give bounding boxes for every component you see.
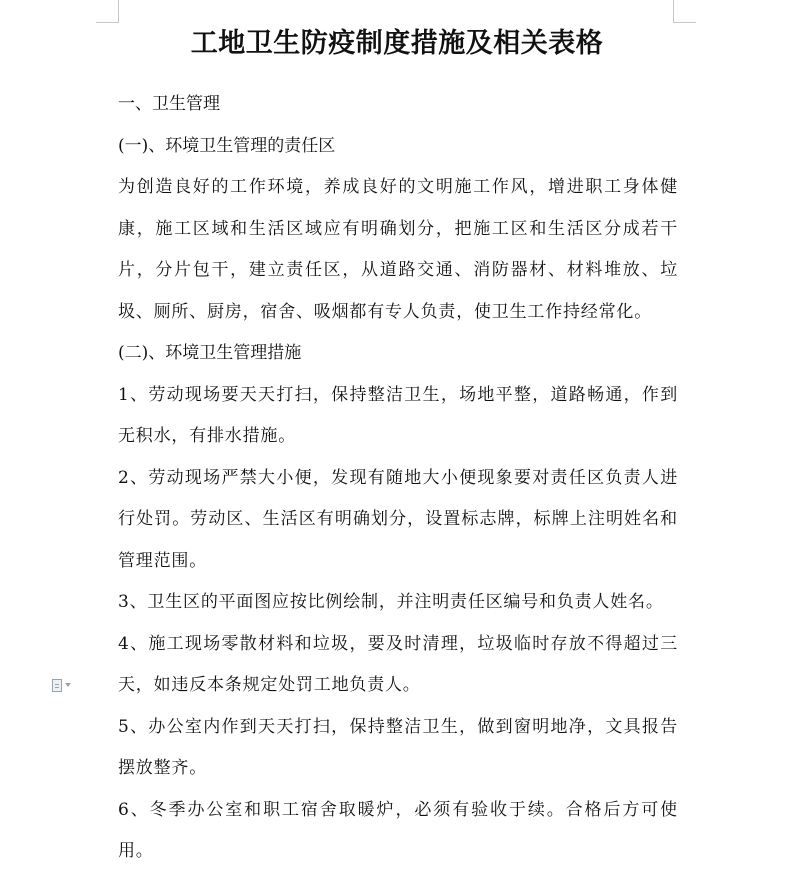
- list-item-6: 6、冬季办公室和职工宿舍取暖炉，必须有验收于续。合格后方可使用。: [118, 799, 678, 861]
- list-item-2: 2、劳动现场严禁大小便，发现有随地大小便现象要对责任区负责人进行处罚。劳动区、生活区有明确划分，设置标志牌，标牌上注明姓名和管理范围。: [118, 467, 678, 571]
- crop-mark-top-left: [96, 0, 119, 23]
- subsection-heading-2: (二)、环境卫生管理措施: [118, 343, 302, 363]
- subsection-heading-1: (一)、环境卫生管理的责任区: [118, 135, 336, 156]
- crop-mark-top-right: [673, 0, 696, 23]
- paragraph-options-icon[interactable]: [52, 677, 80, 693]
- list-item-5: 5、办公室内作到天天打扫，保持整洁卫生，做到窗明地净，文具报告摆放整齐。: [118, 716, 678, 778]
- list-item-3: 3、卫生区的平面图应按比例绘制，并注明责任区编号和负责人姓名。: [118, 592, 664, 612]
- document-title: 工地卫生防疫制度措施及相关表格: [190, 28, 604, 59]
- section-heading-1: 一、卫生管理: [118, 94, 220, 114]
- chevron-down-icon: [65, 683, 71, 687]
- list-item-4: 4、施工现场零散材料和垃圾，要及时清理，垃圾临时存放不得超过三天，如违反本条规定处罚工地负责人。: [118, 633, 678, 695]
- document-body[interactable]: [118, 84, 678, 871]
- paragraph-1: 为创造良好的工作环境，养成良好的文明施工作风，增进职工身体健康，施工区域和生活区域应有明确划分，把施工区和生活区分成若干片，分片包干，建立责任区，从道路交通、消防器材、材料堆放、垃圾、厕所、厨房，宿舍、吸烟都有专人负责，使卫生工作持经常化。: [118, 177, 678, 322]
- document-icon: [52, 679, 62, 692]
- list-item-1: 1、劳动现场要天天打扫，保持整洁卫生，场地平整，道路畅通，作到无积水，有排水措施。: [118, 384, 678, 446]
